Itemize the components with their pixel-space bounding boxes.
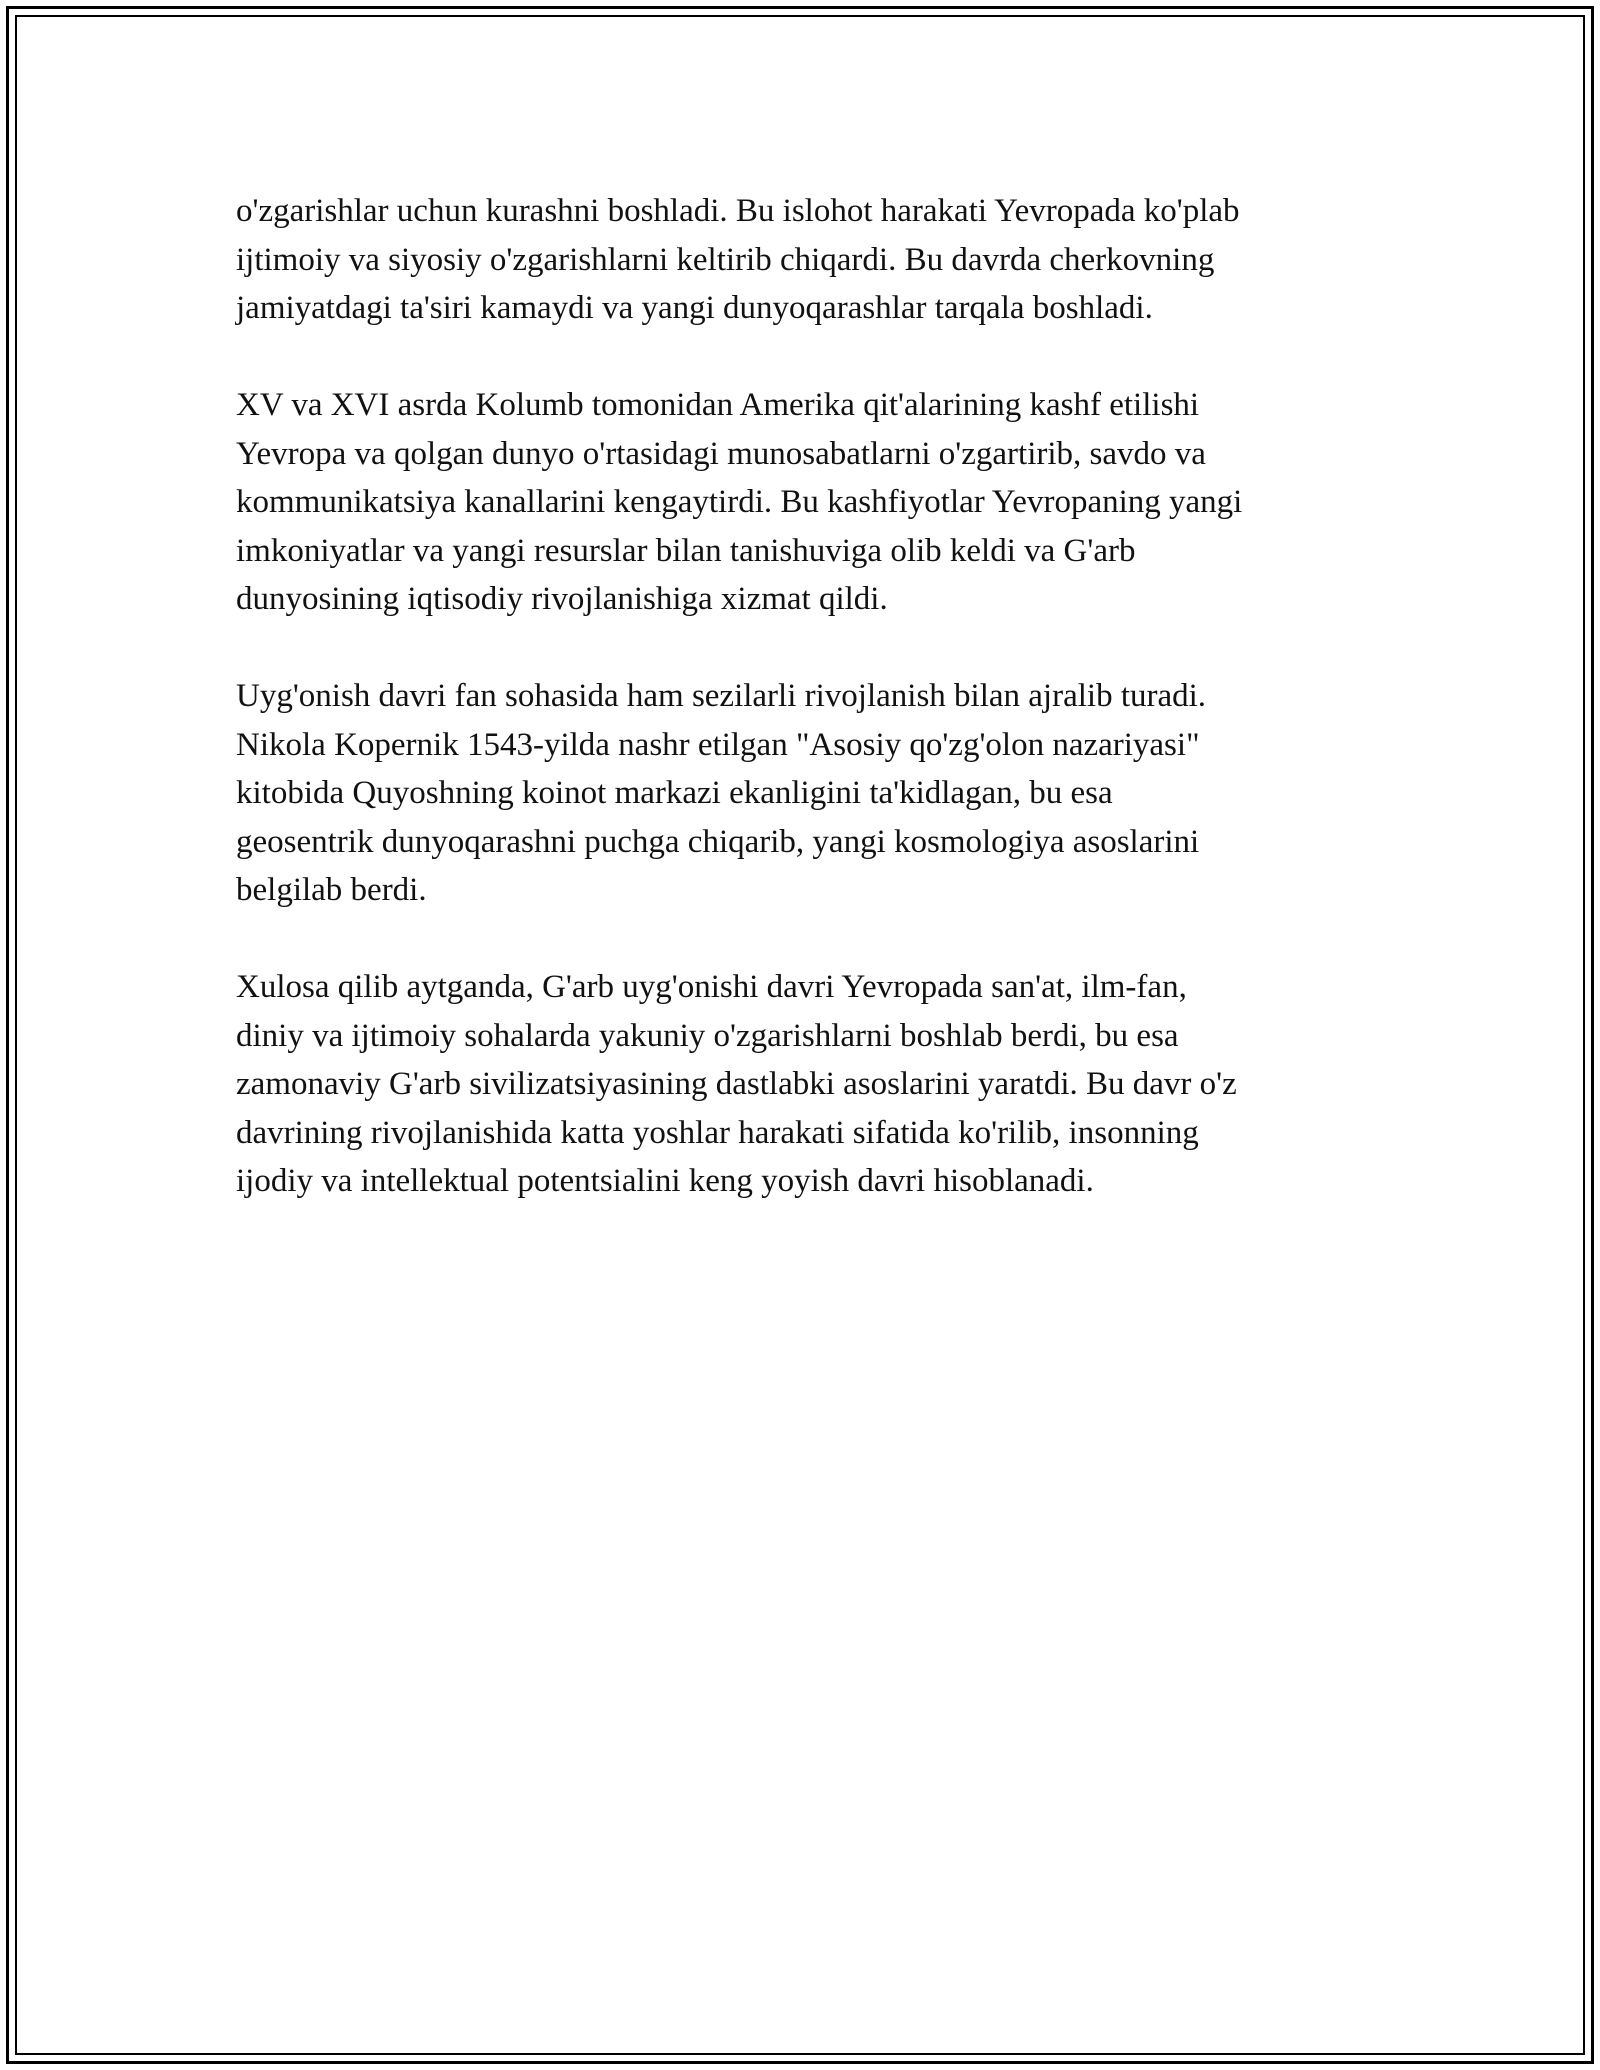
paragraph-4 (236, 963, 1366, 1206)
paragraph-line: davrining rivojlanishida katta yoshlar harakati sifatida ko'rilib, insonning (236, 1114, 1199, 1151)
paragraph-line: imkoniyatlar va yangi resurslar bilan tanishuviga olib keldi va G'arb (236, 532, 1136, 569)
paragraph-line: ijtimoiy va siyosiy o'zgarishlarni keltirib chiqardi. Bu davrda cherkovning (236, 241, 1215, 278)
paragraph-line: belgilab berdi. (236, 872, 427, 908)
paragraph-line: kommunikatsiya kanallarini kengaytirdi. Bu kashfiyotlar Yevropaning yangi (236, 484, 1243, 520)
paragraph-line: Yevropa va qolgan dunyo o'rtasidagi munosabatlarni o'zgartirib, savdo va (236, 435, 1206, 472)
paragraph-line: dunyosining iqtisodiy rivojlanishiga xizmat qildi. (236, 581, 888, 617)
paragraph-line: geosentrik dunyoqarashni puchga chiqarib, yangi kosmologiya asoslarini (236, 823, 1200, 860)
paragraph-line: Nikola Kopernik 1543-yilda nashr etilgan "Asosiy qo'zg'olon nazariyasi" (236, 726, 1200, 763)
paragraph-line: zamonaviy G'arb sivilizatsiyasining dastlabki asoslarini yaratdi. Bu davr o'z (236, 1066, 1237, 1102)
paragraph-line: XV va XVI asrda Kolumb tomonidan Amerika qit'alarining kashf etilishi (236, 387, 1200, 423)
paragraph-line: Uyg'onish davri fan sohasida ham sezilarli rivojlanish bilan ajralib turadi. (236, 678, 1207, 714)
paragraph-line: Xulosa qilib aytganda, G'arb uyg'onishi davri Yevropada san'at, ilm-fan, (236, 969, 1187, 1005)
paragraph-line: o'zgarishlar uchun kurashni boshladi. Bu islohot harakati Yevropada ko'plab (236, 193, 1240, 229)
document-body (236, 187, 1366, 1254)
paragraph-line: kitobida Quyoshning koinot markazi ekanligini ta'kidlagan, bu esa (236, 775, 1113, 811)
paragraph-2 (236, 381, 1366, 624)
paragraph-line: diniy va ijtimoiy sohalarda yakuniy o'zgarishlarni boshlab berdi, bu esa (236, 1017, 1179, 1054)
paragraph-1 (236, 187, 1366, 333)
paragraph-line: jamiyatdagi ta'siri kamaydi va yangi dunyoqarashlar tarqala boshladi. (236, 290, 1153, 326)
paragraph-3 (236, 672, 1366, 915)
paragraph-line: ijodiy va intellektual potentsialini keng yoyish davri hisoblanadi. (236, 1163, 1094, 1199)
